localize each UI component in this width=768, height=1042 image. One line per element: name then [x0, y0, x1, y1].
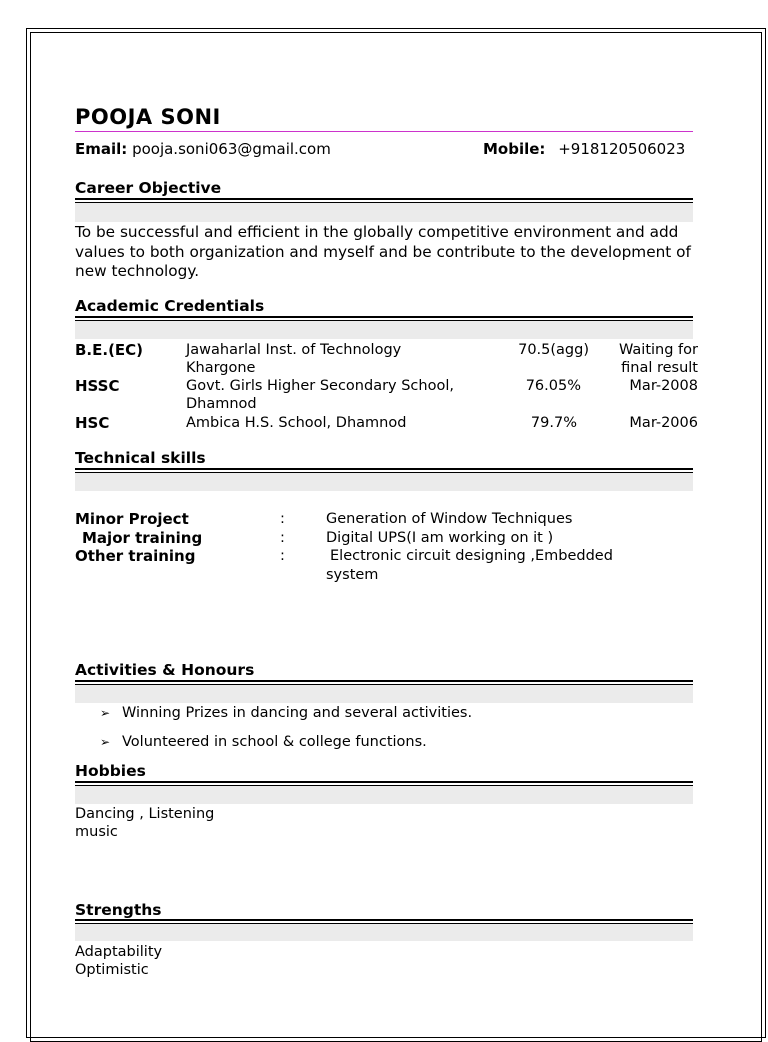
degree: HSSC — [75, 377, 120, 395]
score: 70.5(agg) — [518, 342, 589, 358]
degree: B.E.(EC) — [75, 341, 144, 359]
skill-label: Major training — [82, 529, 203, 547]
section-rule — [75, 316, 693, 339]
section-title-academic: Academic Credentials — [75, 297, 265, 315]
degree: HSC — [75, 414, 110, 432]
section-rule — [75, 781, 693, 804]
institute: Govt. Girls Higher Secondary School, — [186, 378, 454, 394]
mobile-line — [483, 140, 685, 158]
institute: Ambica H.S. School, Dhamnod — [186, 415, 407, 431]
mobile-label: Mobile: — [483, 140, 546, 158]
year: Waiting for — [619, 342, 698, 358]
year: Mar-2006 — [629, 415, 698, 431]
email-value[interactable]: pooja.soni063@gmail.com — [132, 140, 331, 158]
skill-value: Digital UPS(I am working on it ) — [326, 530, 554, 546]
year-line2: final result — [621, 360, 698, 376]
email-label: Email: — [75, 140, 128, 158]
section-title-technical-skills: Technical skills — [75, 449, 206, 467]
section-rule — [75, 680, 693, 703]
score: 79.7% — [530, 415, 577, 431]
list-item: ➢ Winning Prizes in dancing and several activities. — [100, 705, 473, 721]
institute-line2: Dhamnod — [186, 396, 257, 412]
list-item: ➢ Volunteered in school & college functions. — [100, 734, 427, 750]
section-rule — [75, 468, 693, 491]
section-rule — [75, 198, 693, 222]
section-title-activities: Activities & Honours — [75, 661, 255, 679]
section-title-hobbies: Hobbies — [75, 762, 146, 780]
section-title-strengths: Strengths — [75, 901, 162, 919]
skill-separator: : — [280, 548, 285, 564]
skill-separator: : — [280, 511, 285, 527]
skill-separator: : — [280, 530, 285, 546]
strength-item: Adaptability — [75, 944, 163, 960]
name-underline — [75, 131, 693, 132]
hobbies-line: music — [75, 824, 118, 840]
year: Mar-2008 — [629, 378, 698, 394]
skill-label: Other training — [75, 547, 196, 565]
skill-label: Minor Project — [75, 510, 189, 528]
skill-value-line2: system — [326, 567, 379, 583]
institute: Jawaharlal Inst. of Technology — [186, 342, 402, 358]
section-title-career-objective: Career Objective — [75, 179, 222, 197]
strength-item: Optimistic — [75, 962, 149, 978]
skill-value: Electronic circuit designing ,Embedded — [330, 548, 613, 564]
email-line — [75, 140, 331, 158]
hobbies-line: Dancing , Listening — [75, 806, 215, 822]
mobile-value: +918120506023 — [558, 140, 686, 158]
section-rule — [75, 919, 693, 941]
institute-line2: Khargone — [186, 360, 256, 376]
career-objective-text: To be successful and efficient in the globally competitive environment and add values to both organization and myself and be contribute to the development of new technology. — [75, 223, 691, 280]
score: 76.05% — [525, 378, 581, 394]
skill-value: Generation of Window Techniques — [326, 511, 573, 527]
arrow-bullet-icon: ➢ — [100, 706, 111, 720]
candidate-name: POOJA SONI — [75, 105, 221, 129]
arrow-bullet-icon: ➢ — [100, 735, 111, 749]
